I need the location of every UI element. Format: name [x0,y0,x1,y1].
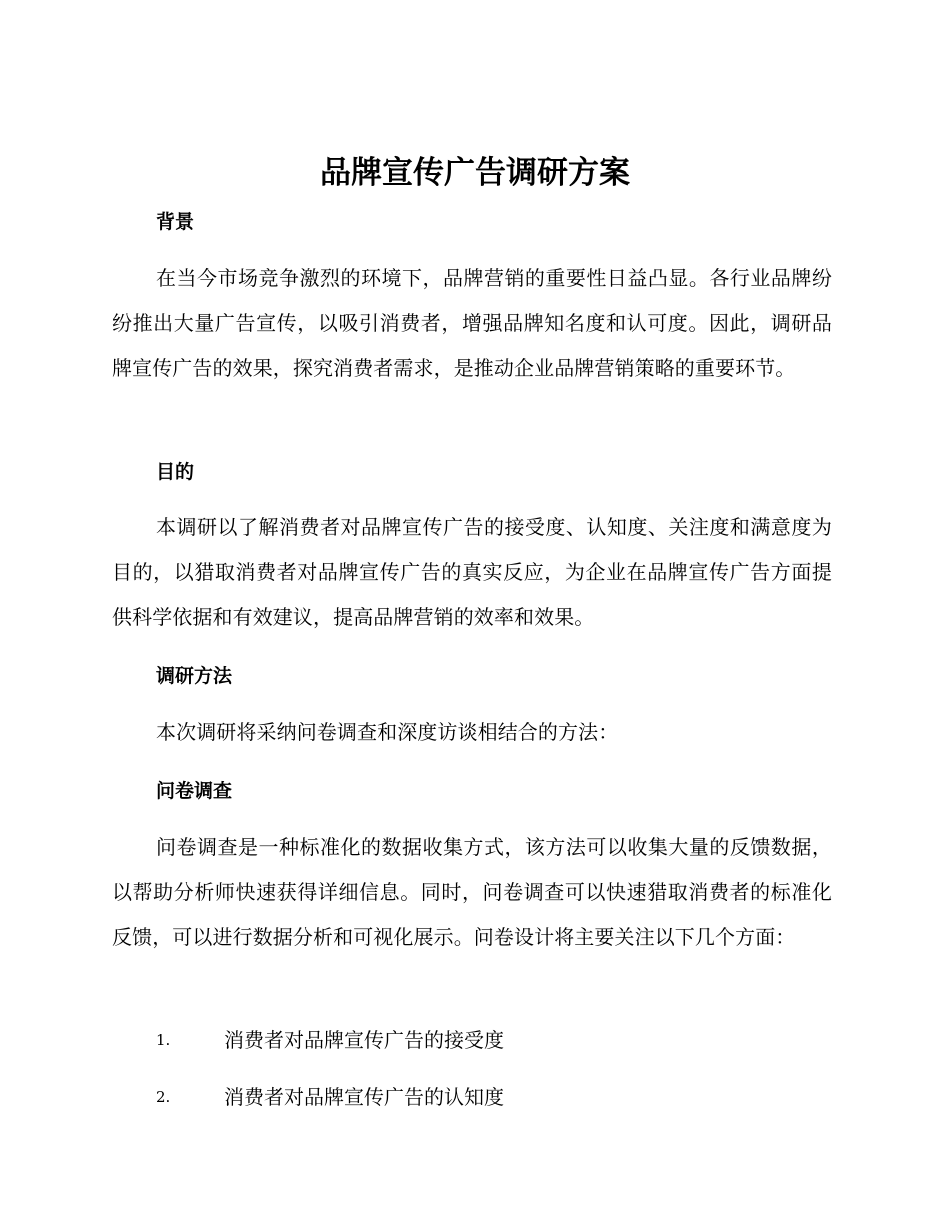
list-item-text: 消费者对品牌宣传广告的认知度 [224,1085,504,1109]
section-heading-purpose: 目的 [156,461,195,483]
list-item [156,1024,836,1056]
paragraph-purpose: 本调研以了解消费者对品牌宣传广告的接受度、认知度、关注度和满意度为目的，以猎取消费者对品牌宣传广告的真实反应，为企业在品牌宣传广告方面提供科学依据和有效建议，提高品牌营销的效率和效果。 [112,515,832,629]
list-item-number: 1. [156,1031,171,1049]
section-heading-questionnaire: 问卷调查 [156,780,233,802]
paragraph-questionnaire: 问卷调查是一种标准化的数据收集方式，该方法可以收集大量的反馈数据，以帮助分析师快速获得详细信息。同时，问卷调查可以快速猎取消费者的标准化反馈，可以进行数据分析和可视化展示。问卷设计将主要关注以下几个方面： [112,835,832,949]
list-item-text: 消费者对品牌宣传广告的接受度 [224,1028,504,1052]
section-heading-background: 背景 [156,211,195,233]
list-item [156,1081,836,1113]
paragraph-background: 在当今市场竞争激烈的环境下，品牌营销的重要性日益凸显。各行业品牌纷纷推出大量广告宣传，以吸引消费者，增强品牌知名度和认可度。因此，调研品牌宣传广告的效果，探究消费者需求，是推动企业品牌营销策略的重要环节。 [112,266,832,380]
paragraph-method: 本次调研将采纳问卷调查和深度访谈相结合的方法： [156,720,619,744]
section-heading-method: 调研方法 [156,665,233,687]
list-item-number: 2. [156,1088,171,1106]
document-title: 品牌宣传广告调研方案 [320,155,630,191]
